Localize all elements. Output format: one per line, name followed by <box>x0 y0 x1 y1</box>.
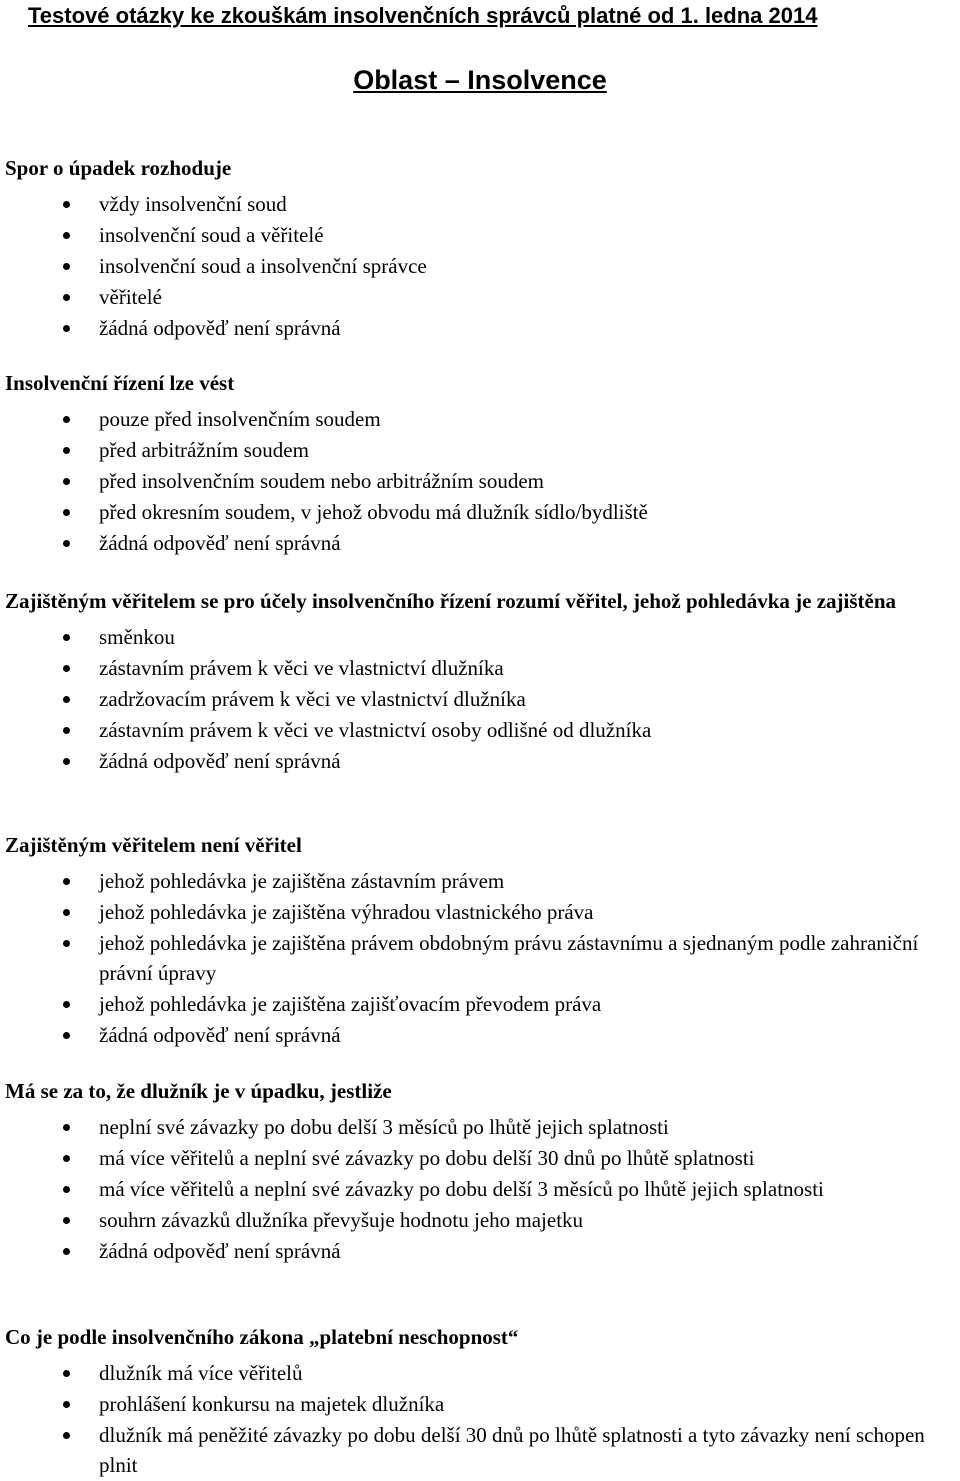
bullet-icon <box>63 634 70 641</box>
answer-item <box>5 622 955 652</box>
answer-text: zástavním právem k věci ve vlastnictví dlužníka <box>99 656 504 680</box>
answer-item <box>5 1205 955 1235</box>
answer-item <box>5 1236 955 1266</box>
answer-text: před insolvenčním soudem nebo arbitrážním soudem <box>99 469 544 493</box>
answer-item <box>5 746 955 776</box>
answer-text: žádná odpověď není správná <box>99 531 341 555</box>
answer-item <box>5 251 955 281</box>
bullet-icon <box>63 294 70 301</box>
answer-text: žádná odpověď není správná <box>99 316 341 340</box>
answer-item <box>5 189 955 219</box>
question-block <box>5 153 955 344</box>
question-text: Zajištěným věřitelem se pro účely insolvenčního řízení rozumí věřitel, jehož pohledávka je zajištěna <box>5 589 897 613</box>
bullet-icon <box>63 478 70 485</box>
answer-item <box>5 313 955 343</box>
document-header-title: Testové otázky ke zkouškám insolvenčních správců platné od 1. ledna 2014 <box>28 3 818 28</box>
bullet-icon <box>63 1248 70 1255</box>
answer-item <box>5 404 955 434</box>
bullet-icon <box>63 1401 70 1408</box>
answer-item <box>5 866 955 896</box>
bullet-icon <box>63 509 70 516</box>
answer-text: zástavním právem k věci ve vlastnictví osoby odlišné od dlužníka <box>99 718 652 742</box>
answer-text: zadržovacím právem k věci ve vlastnictví dlužníka <box>99 687 526 711</box>
bullet-icon <box>63 1155 70 1162</box>
bullet-icon <box>63 540 70 547</box>
answer-item <box>5 220 955 250</box>
answer-text: jehož pohledávka je zajištěna právem obdobným právu zástavnímu a sjednaným podle zahraniční právní úpravy <box>99 931 919 985</box>
answer-item <box>5 715 955 745</box>
answer-text: vždy insolvenční soud <box>99 192 287 216</box>
bullet-icon <box>63 1032 70 1039</box>
question-block <box>5 1322 955 1481</box>
answer-text: jehož pohledávka je zajištěna zajišťovacím převodem práva <box>99 992 602 1016</box>
answer-text: má více věřitelů a neplní své závazky po dobu delší 3 měsíců po lhůtě jejich splatnosti <box>99 1177 824 1201</box>
question-block <box>5 586 955 777</box>
answer-item <box>5 435 955 465</box>
answer-item <box>5 897 955 927</box>
question-text: Zajištěným věřitelem není věřitel <box>5 833 302 857</box>
answer-text: žádná odpověď není správná <box>99 1023 341 1047</box>
bullet-icon <box>63 696 70 703</box>
answer-text: insolvenční soud a věřitelé <box>99 223 324 247</box>
answer-list <box>5 1112 955 1266</box>
answer-text: souhrn závazků dlužníka převyšuje hodnotu jeho majetku <box>99 1208 584 1232</box>
answer-text: jehož pohledávka je zajištěna výhradou vlastnického práva <box>99 900 594 924</box>
answer-text: dlužník má peněžité závazky po dobu delší 30 dnů po lhůtě splatnosti a tyto závazky není schopen plnit <box>99 1423 925 1477</box>
bullet-icon <box>63 263 70 270</box>
bullet-icon <box>63 727 70 734</box>
bullet-icon <box>63 1432 70 1439</box>
answer-item <box>5 466 955 496</box>
answer-item <box>5 1420 955 1480</box>
bullet-icon <box>63 1186 70 1193</box>
answer-item <box>5 282 955 312</box>
answer-item <box>5 653 955 683</box>
answer-item <box>5 684 955 714</box>
answer-list <box>5 622 955 776</box>
bullet-icon <box>63 878 70 885</box>
answer-text: insolvenční soud a insolvenční správce <box>99 254 427 278</box>
bullet-icon <box>63 232 70 239</box>
answer-item <box>5 928 955 988</box>
bullet-icon <box>63 416 70 423</box>
answer-item <box>5 528 955 558</box>
answer-text: směnkou <box>99 625 175 649</box>
answer-item <box>5 1143 955 1173</box>
bullet-icon <box>63 1001 70 1008</box>
question-block <box>5 830 955 1051</box>
bullet-icon <box>63 447 70 454</box>
answer-text: žádná odpověď není správná <box>99 749 341 773</box>
answer-text: neplní své závazky po dobu delší 3 měsíců po lhůtě jejich splatnosti <box>99 1115 669 1139</box>
answer-item <box>5 497 955 527</box>
bullet-icon <box>63 665 70 672</box>
bullet-icon <box>63 1370 70 1377</box>
question-text: Co je podle insolvenčního zákona „platební neschopnost“ <box>5 1325 519 1349</box>
answer-item <box>5 1174 955 1204</box>
answer-item <box>5 1358 955 1388</box>
bullet-icon <box>63 201 70 208</box>
question-text: Spor o úpadek rozhoduje <box>5 156 232 180</box>
answer-list <box>5 866 955 1050</box>
question-block <box>5 1076 955 1267</box>
answer-text: žádná odpověď není správná <box>99 1239 341 1263</box>
answer-text: před arbitrážním soudem <box>99 438 309 462</box>
bullet-icon <box>63 325 70 332</box>
answer-item <box>5 989 955 1019</box>
answer-item <box>5 1020 955 1050</box>
question-block <box>5 368 955 559</box>
bullet-icon <box>63 758 70 765</box>
bullet-icon <box>63 1217 70 1224</box>
bullet-icon <box>63 909 70 916</box>
answer-list <box>5 189 955 343</box>
answer-text: před okresním soudem, v jehož obvodu má dlužník sídlo/bydliště <box>99 500 648 524</box>
answer-list <box>5 1358 955 1480</box>
answer-item <box>5 1112 955 1142</box>
answer-text: dlužník má více věřitelů <box>99 1361 303 1385</box>
answer-item <box>5 1389 955 1419</box>
question-text: Má se za to, že dlužník je v úpadku, jestliže <box>5 1079 392 1103</box>
answer-text: jehož pohledávka je zajištěna zástavním právem <box>99 869 505 893</box>
section-title: Oblast – Insolvence <box>353 65 607 95</box>
answer-text: prohlášení konkursu na majetek dlužníka <box>99 1392 445 1416</box>
answer-text: pouze před insolvenčním soudem <box>99 407 381 431</box>
bullet-icon <box>63 940 70 947</box>
answer-text: má více věřitelů a neplní své závazky po dobu delší 30 dnů po lhůtě splatnosti <box>99 1146 755 1170</box>
answer-text: věřitelé <box>99 285 162 309</box>
bullet-icon <box>63 1124 70 1131</box>
question-text: Insolvenční řízení lze vést <box>5 371 235 395</box>
answer-list <box>5 404 955 558</box>
